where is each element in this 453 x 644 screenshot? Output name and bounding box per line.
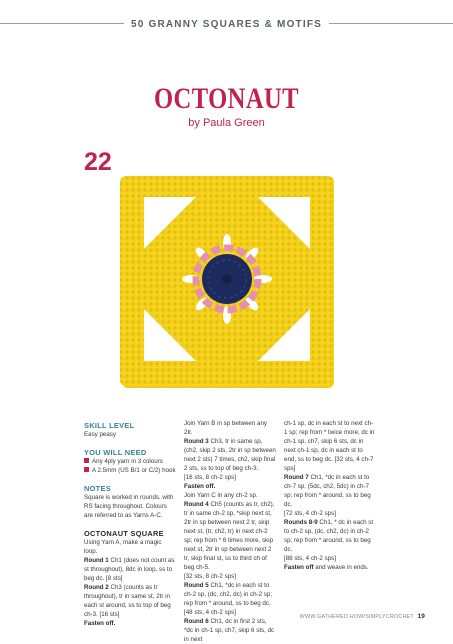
footer-url[interactable]: WWW.GATHERED.HOW/SIMPLYCROCHET (299, 614, 414, 620)
join-yarn-b: Join Yarn B in sp between any 2tr. (184, 420, 268, 436)
fasten-off: Fasten off. (84, 620, 116, 627)
rounds-8-9: Rounds 8-9 Ch1, * dc in each st to ch-2 sp, (dc, ch2, dc) in ch-2 sp; rep from * around, ss to beg dc. (284, 519, 374, 553)
round-1: Round 1 Ch1 (does not count as st throughout), 8dc in loop, ss to beg dc. [8 sts] (84, 557, 175, 582)
rounds-8-9-count: [88 sts, 4 ch-2 sps] (284, 555, 336, 562)
round-6: Round 6 Ch1, dc in first 2 sts, *dc in ch-1 sp, ch7, skip 6 sts, dc in next (184, 618, 275, 643)
round-2: Round 2 Ch3 (counts as tr throughout), tr in same st, 2tr in each st around, ss to top of beg ch-3. [16 sts] (84, 584, 171, 618)
join-yarn-c: Join Yarn C in any ch-2 sp. (184, 492, 258, 499)
round-3: Round 3 Ch3, tr in same sp, (ch2, skip 2 sts, 2tr in sp between next 2 sts) 7 times, ch2, skip final 2 sts, ss to top of beg ch-3. (184, 438, 276, 472)
square-intro: Using Yarn A, make a magic loop. (84, 539, 162, 555)
round-7: Round 7 Ch1, *dc in each st to ch-7 sp, (5dc, ch2, 5dc) in ch-7 sp; rep from * around, ss to beg dc. (284, 474, 371, 508)
round-4: Round 4 Ch5 (counts as tr, ch2), tr in same ch-2 sp, *skip next st, 2tr in sp between next 2 tr, skip next st, (tr, ch2, tr) in next ch-2 sp; rep from * 6 times more, skip next st, 2tr in sp between next 2 tr, skip final st, ss to third ch of beg ch-5. (184, 501, 275, 571)
column-2 (184, 419, 276, 644)
running-header (0, 14, 453, 32)
round-6-continued: ch-1 sp, dc in each st to next ch-1 sp; rep from * twice more, dc in ch-1 sp, ch7, skip 6 sts, dc in next ch-1 sp, dc in each st to end, ss to beg dc. [32 sts, 4 ch-7 sps] (284, 420, 375, 472)
section-title: 50 GRANNY SQUARES & MOTIFS (124, 19, 329, 30)
round-4-count: [32 sts, 8 ch-2 sps] (184, 573, 236, 580)
page-number: 19 (417, 613, 425, 620)
need-item: Any 4ply yarn in 3 colours (84, 457, 176, 466)
bullet-square-icon (84, 458, 89, 463)
square-heading: OCTONAUT SQUARE (84, 529, 164, 538)
pattern-number: 22 (84, 148, 112, 176)
bullet-square-icon (84, 467, 89, 472)
column-1 (84, 419, 176, 628)
granny-square-photo (118, 175, 338, 390)
notes-heading: NOTES (84, 484, 111, 493)
round-3-count: [16 sts, 8 ch-2 sps] (184, 474, 236, 481)
finishing: Fasten off and weave in ends. (284, 564, 369, 571)
need-heading: YOU WILL NEED (84, 448, 147, 457)
round-5: Round 5 Ch1, *dc in each st to ch-2 sp, (dc, ch2, dc) in ch-2 sp; rep from * around, ss to beg dc. (184, 582, 273, 607)
skill-heading: SKILL LEVEL (84, 421, 135, 430)
designer-byline: by Paula Green (188, 117, 265, 129)
pattern-title: OCTONAUT (154, 82, 299, 115)
page-footer (300, 613, 425, 620)
need-item: A 2.5mm (US B/1 or C/2) hook (84, 466, 176, 475)
fasten-off: Fasten off. (184, 483, 216, 490)
round-7-count: [72 sts, 4 ch-2 sps] (284, 510, 336, 517)
column-3 (284, 419, 376, 572)
notes-text: Square is worked in rounds, with RS facing throughout. Colours are referred to as Yarns A-C. (84, 494, 174, 519)
round-5-count: [48 sts, 4 ch-2 sps] (184, 609, 236, 616)
skill-level: Easy peasy (84, 431, 116, 438)
